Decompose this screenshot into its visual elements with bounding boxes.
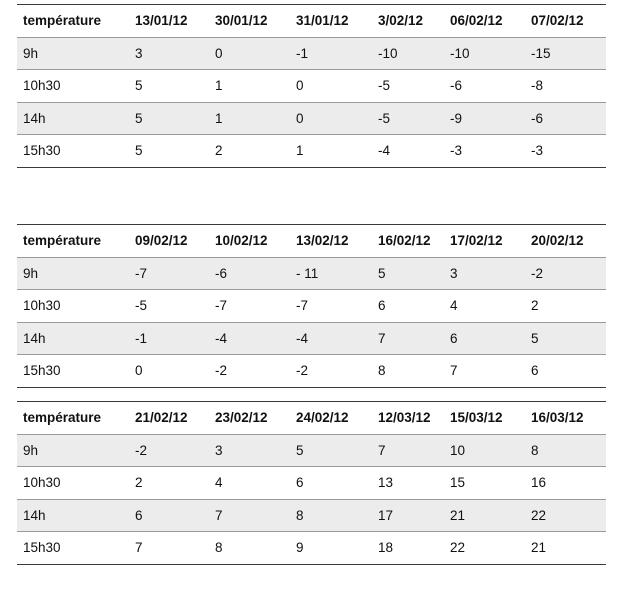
row-time: 14h [17, 102, 129, 135]
header-date: 16/03/12 [525, 402, 606, 435]
table-cell: 16 [525, 467, 606, 500]
table-cell: 1 [290, 135, 372, 168]
row-time: 9h [17, 434, 129, 467]
table-cell: -6 [209, 257, 290, 290]
table-cell: -5 [129, 290, 209, 323]
table-row [17, 37, 606, 70]
table-cell: 6 [525, 355, 606, 388]
header-date: 30/01/12 [209, 5, 290, 38]
table-row [17, 434, 606, 467]
temperature-table-2 [17, 224, 606, 388]
table-header-row [17, 402, 606, 435]
row-time: 15h30 [17, 135, 129, 168]
table-cell: 1 [209, 102, 290, 135]
table-row [17, 499, 606, 532]
table-row [17, 322, 606, 355]
header-date: 07/02/12 [525, 5, 606, 38]
table-cell: -7 [290, 290, 372, 323]
table-cell: 0 [290, 102, 372, 135]
table-cell: 7 [372, 322, 444, 355]
table-cell: 8 [525, 434, 606, 467]
table-row [17, 257, 606, 290]
table-cell: -5 [372, 70, 444, 103]
table-cell: -4 [290, 322, 372, 355]
table-cell: -9 [444, 102, 525, 135]
table-cell: 22 [525, 499, 606, 532]
table-row [17, 532, 606, 565]
table-cell: 3 [129, 37, 209, 70]
table-header-row [17, 5, 606, 38]
header-date: 09/02/12 [129, 225, 209, 258]
table-cell: 7 [444, 355, 525, 388]
table-cell: -1 [290, 37, 372, 70]
table-cell: 7 [372, 434, 444, 467]
table-cell: 9 [290, 532, 372, 565]
header-date: 13/01/12 [129, 5, 209, 38]
table-cell: -8 [525, 70, 606, 103]
row-time: 9h [17, 37, 129, 70]
table-cell: -7 [209, 290, 290, 323]
table-cell: 6 [444, 322, 525, 355]
table-cell: -3 [525, 135, 606, 168]
table-cell: 2 [209, 135, 290, 168]
table-cell: 17 [372, 499, 444, 532]
table-cell: 8 [209, 532, 290, 565]
table-cell: -1 [129, 322, 209, 355]
temperature-table-3 [17, 401, 606, 565]
table-cell: 4 [209, 467, 290, 500]
table-cell: -6 [525, 102, 606, 135]
table-cell: 6 [290, 467, 372, 500]
table-header-row [17, 225, 606, 258]
table-cell: 5 [129, 135, 209, 168]
table-row [17, 135, 606, 168]
header-date: 16/02/12 [372, 225, 444, 258]
table-cell: 3 [444, 257, 525, 290]
table-cell: 5 [525, 322, 606, 355]
table-cell: 5 [290, 434, 372, 467]
table-cell: 6 [372, 290, 444, 323]
table-cell: 3 [209, 434, 290, 467]
header-date: 10/02/12 [209, 225, 290, 258]
table-cell: 0 [290, 70, 372, 103]
table-cell: 22 [444, 532, 525, 565]
header-label: température [17, 402, 129, 435]
table-cell: 18 [372, 532, 444, 565]
table-cell: -5 [372, 102, 444, 135]
table-cell: 5 [129, 102, 209, 135]
header-date: 06/02/12 [444, 5, 525, 38]
header-date: 20/02/12 [525, 225, 606, 258]
row-time: 10h30 [17, 70, 129, 103]
table-cell: 21 [444, 499, 525, 532]
header-label: température [17, 225, 129, 258]
table-cell: 0 [209, 37, 290, 70]
header-date: 21/02/12 [129, 402, 209, 435]
header-date: 31/01/12 [290, 5, 372, 38]
table-cell: 6 [129, 499, 209, 532]
table-cell: -15 [525, 37, 606, 70]
header-date: 3/02/12 [372, 5, 444, 38]
table-cell: -2 [209, 355, 290, 388]
table-row [17, 102, 606, 135]
table-cell: -4 [372, 135, 444, 168]
header-date: 24/02/12 [290, 402, 372, 435]
table-row [17, 467, 606, 500]
table-cell: -2 [129, 434, 209, 467]
table-cell: 8 [290, 499, 372, 532]
table-row [17, 290, 606, 323]
table-row [17, 355, 606, 388]
row-time: 10h30 [17, 467, 129, 500]
table-cell: -6 [444, 70, 525, 103]
temperature-table-1 [17, 4, 606, 168]
row-time: 14h [17, 499, 129, 532]
table-cell: 5 [372, 257, 444, 290]
header-label: température [17, 5, 129, 38]
table-cell: 7 [129, 532, 209, 565]
table-cell: 4 [444, 290, 525, 323]
table-cell: 7 [209, 499, 290, 532]
header-date: 12/03/12 [372, 402, 444, 435]
table-cell: 13 [372, 467, 444, 500]
table-cell: 1 [209, 70, 290, 103]
table-cell: 8 [372, 355, 444, 388]
table-cell: -10 [444, 37, 525, 70]
table-cell: 2 [129, 467, 209, 500]
row-time: 15h30 [17, 355, 129, 388]
table-cell: 2 [525, 290, 606, 323]
header-date: 17/02/12 [444, 225, 525, 258]
table-cell: -7 [129, 257, 209, 290]
row-time: 14h [17, 322, 129, 355]
table-cell: 21 [525, 532, 606, 565]
row-time: 10h30 [17, 290, 129, 323]
row-time: 9h [17, 257, 129, 290]
row-time: 15h30 [17, 532, 129, 565]
table-cell: -2 [525, 257, 606, 290]
header-date: 13/02/12 [290, 225, 372, 258]
table-cell: -3 [444, 135, 525, 168]
table-cell: - 11 [290, 257, 372, 290]
table-cell: -2 [290, 355, 372, 388]
table-cell: -10 [372, 37, 444, 70]
table-cell: 0 [129, 355, 209, 388]
table-cell: 5 [129, 70, 209, 103]
header-date: 15/03/12 [444, 402, 525, 435]
table-cell: -4 [209, 322, 290, 355]
table-row [17, 70, 606, 103]
table-cell: 10 [444, 434, 525, 467]
table-cell: 15 [444, 467, 525, 500]
header-date: 23/02/12 [209, 402, 290, 435]
